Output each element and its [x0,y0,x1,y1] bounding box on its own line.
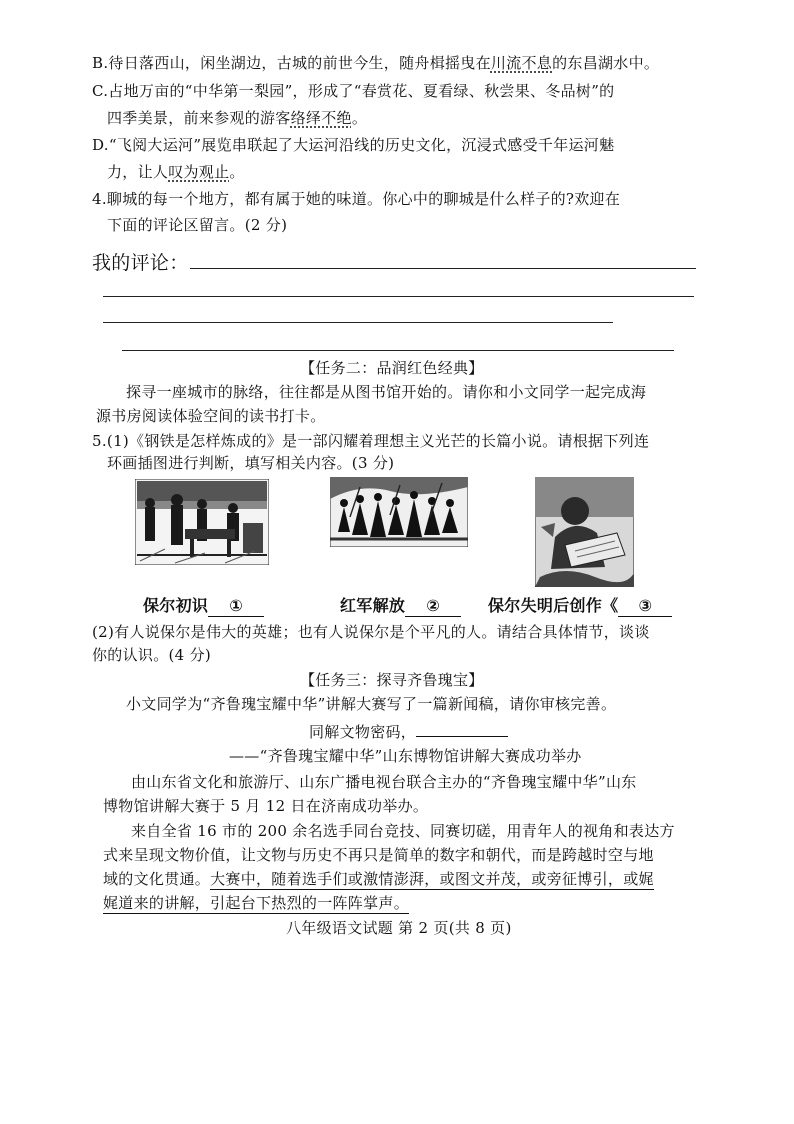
q3-option-d-line2 [107,162,245,182]
comment-label: 我的评论： [92,252,189,274]
q3-option-d-line1: D.“飞阅大运河”展览串联起了大运河沿线的历史文化，沉浸式感受千年运河魅 [92,136,615,154]
comment-line-1[interactable] [190,268,696,269]
task2-intro-line2: 源书房阅读体验空间的读书打卡。 [96,407,326,425]
q4-prompt-line1: 4.聊城的每一个地方，都有属于她的味道。你心中的聊城是什么样子的?欢迎在 [92,190,621,208]
option-d-dotted-word: 叹为观止 [168,163,230,181]
page-footer: 八年级语文试题 第 2 页(共 8 页) [286,919,512,937]
task2-heading: 【任务二：品润红色经典】 [300,359,484,377]
answer-blank-1[interactable]: ① [208,596,264,617]
underlined-sentence-part2: 娓道来的讲解，引起台下热烈的一阵阵掌声。 [103,894,410,912]
para1-line2: 博物馆讲解大赛于 5 月 12 日在济南成功举办。 [103,797,429,815]
option-d-end: 。 [229,163,245,181]
option-b-end: 的东昌湖水中。 [552,54,660,72]
para2-line4 [103,893,409,913]
illustration-paul-writing-blind [535,477,634,587]
para2-line1: 来自全省 16 市的 200 余名选手同台竞技、同赛切磋，用青年人的视角和表达方 [131,822,675,840]
para1-line1: 由山东省文化和旅游厅、山东广播电视台联合主办的“齐鲁瑰宝耀中华”山东 [131,773,637,791]
article-subtitle: ——“齐鲁瑰宝耀中华”山东博物馆讲解大赛成功举办 [229,747,582,765]
answer-blank-2[interactable]: ② [405,596,461,617]
title-fill-blank[interactable] [416,722,508,737]
comment-line-3[interactable] [103,322,613,323]
option-b-text: B.待日落西山，闲坐湖边，古城的前世今生，随舟楫摇曳在 [92,54,491,72]
comment-line-4[interactable] [122,350,674,351]
caption-2 [340,596,461,617]
illustration-paul-first-meeting [135,479,269,565]
answer-blank-3[interactable]: ③ [618,596,672,617]
caption-3-text: 保尔失明后创作《 [488,596,619,615]
article-title-text: 同解文物密码， [309,723,417,741]
caption-3 [488,596,672,617]
q5-part1-line2: 环画插图进行判断，填写相关内容。(3 分) [107,454,395,472]
para2-line3-plain: 域的文化贯通。 [103,870,211,888]
q5-part2-line2: 你的认识。(4 分) [92,646,212,664]
para2-line2: 式来呈现文物价值，让文物与历史不再只是简单的数字和朝代，而是跨越时空与地 [103,846,654,864]
q5-part2-line1: (2)有人说保尔是伟大的英雄；也有人说保尔是个平凡的人。请结合具体情节，谈谈 [92,623,650,641]
q3-option-b [92,53,659,73]
q3-option-c-line1: C.占地万亩的“中华第一梨园”，形成了“春赏花、夏看绿、秋尝果、冬品树”的 [92,82,615,100]
underlined-sentence-part1: 大赛中，随着选手们或激情澎湃，或图文并茂，或旁征博引，或娓 [210,870,654,888]
caption-1-text: 保尔初识 [143,596,209,615]
option-b-dotted-word: 川流不息 [490,54,553,72]
article-title [309,722,508,742]
task3-intro: 小文同学为“齐鲁瑰宝耀中华”讲解大赛写了一篇新闻稿，请你审核完善。 [126,695,617,713]
option-c-end: 。 [351,109,368,127]
option-d-text: 力，让人 [107,163,169,181]
caption-1 [143,596,264,617]
q4-prompt-line2: 下面的评论区留言。(2 分) [107,216,288,234]
comment-line-2[interactable] [103,296,694,297]
illustration-red-army-liberation [330,477,468,547]
task2-intro-line1: 探寻一座城市的脉络，往往都是从图书馆开始的。请你和小文同学一起完成海 [126,383,647,401]
caption-2-text: 红军解放 [340,596,406,615]
q5-part1-line1: 5.(1)《钢铁是怎样炼成的》是一部闪耀着理想主义光芒的长篇小说。请根据下列连 [92,432,650,450]
q3-option-c-line2 [107,108,367,128]
task3-heading: 【任务三：探寻齐鲁瑰宝】 [300,671,484,689]
para2-line3 [103,869,654,889]
option-c-text: 四季美景，前来参观的游客 [107,109,291,127]
option-c-dotted-word: 络绎不绝 [290,109,352,127]
